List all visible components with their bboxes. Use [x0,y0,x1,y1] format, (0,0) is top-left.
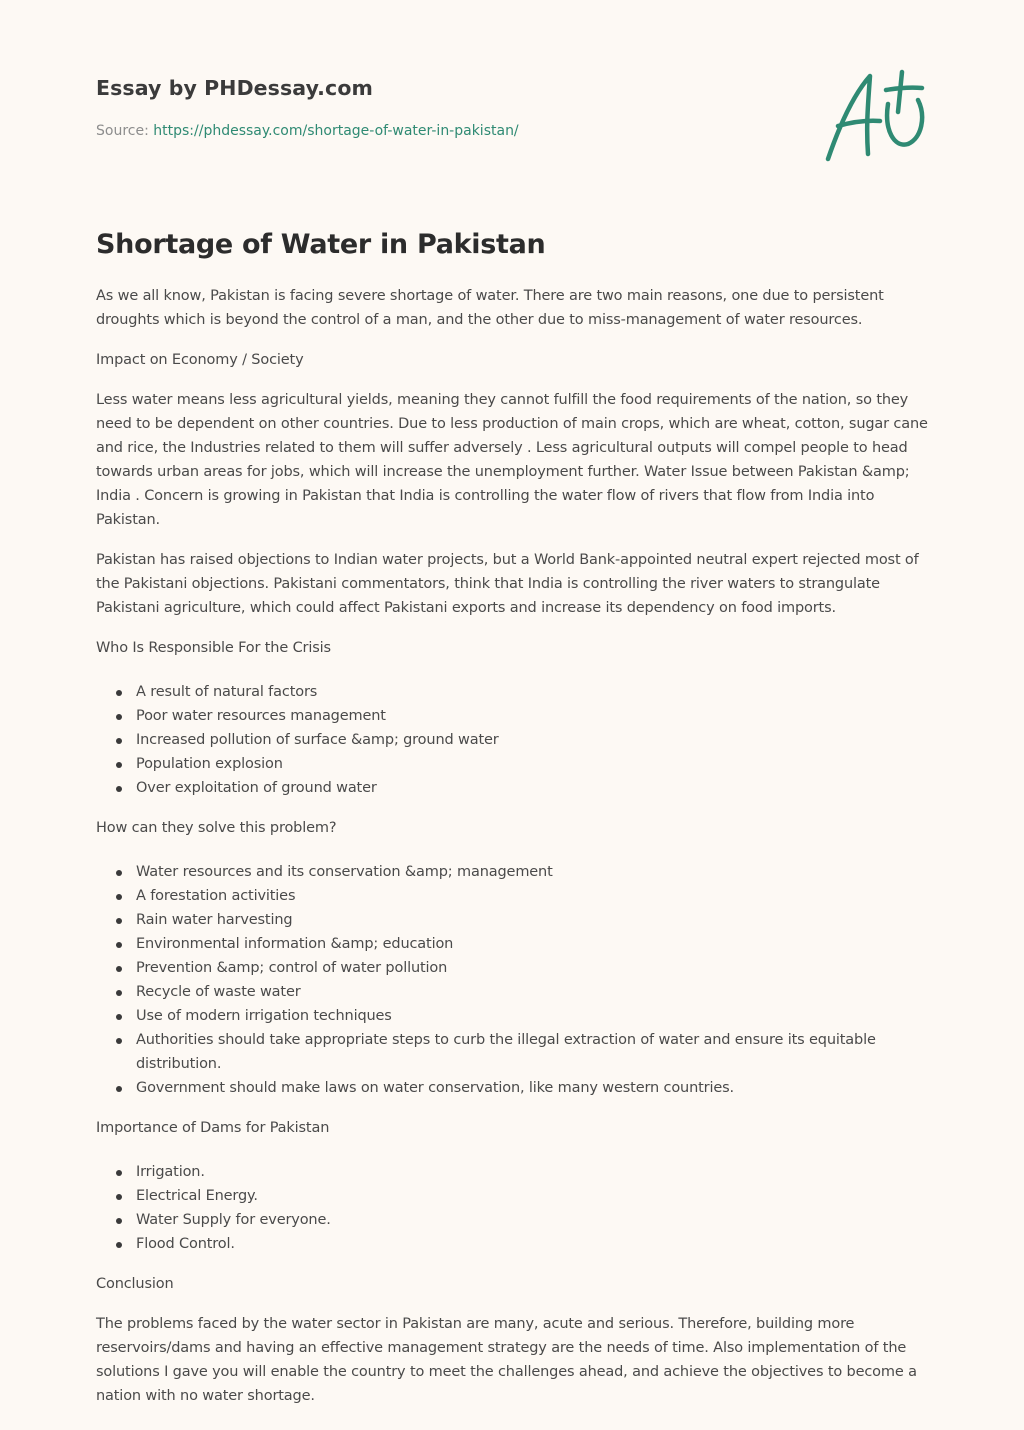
dams-heading: Importance of Dams for Pakistan [96,1120,330,1136]
source-link[interactable]: https://phdessay.com/shortage-of-water-in-pakistan/ [153,123,519,139]
list-item: Prevention &amp; control of water pollution [96,956,928,980]
a-plus-logo-icon [818,64,930,168]
solve-heading: How can they solve this problem? [96,820,337,836]
list-item: A result of natural factors [96,680,928,704]
list-item: Recycle of waste water [96,980,928,1004]
list-item: Use of modern irrigation techniques [96,1004,928,1028]
impact-paragraph-2: Pakistan has raised objections to Indian water projects, but a World Bank-appointed neutral expert rejected most of the Pakistani objections. Pakistani commentators, think that India is controlling the river waters to strangulate Pakistani agriculture, which could affect Pakistani exports and increase its dependency on food imports. [96,552,919,616]
essay-body [96,226,928,1424]
source-line [96,123,796,139]
conclusion-heading: Conclusion [96,1276,174,1292]
solve-list [96,856,928,1100]
list-item: Environmental information &amp; education [96,932,928,956]
impact-heading: Impact on Economy / Society [96,352,304,368]
list-item: Authorities should take appropriate steps to curb the illegal extraction of water and ensure its equitable distribution. [96,1028,928,1076]
list-item: Poor water resources management [96,704,928,728]
conclusion-paragraph: The problems faced by the water sector in Pakistan are many, acute and serious. Therefore, building more reservoirs/dams and having an effective management strategy are the needs of time. Also implementation of the solutions I gave you will enable the country to meet the challenges ahead, and achieve the objectives to become a nation with no water shortage. [96,1316,917,1404]
list-item: Rain water harvesting [96,908,928,932]
list-item: Increased pollution of surface &amp; ground water [96,728,928,752]
brand-title: Essay by PHDessay.com [96,76,373,100]
source-label: Source: [96,123,149,139]
list-item: Water resources and its conservation &amp; management [96,860,928,884]
list-item: Over exploitation of ground water [96,776,928,800]
responsible-list [96,676,928,800]
list-item: Water Supply for everyone. [96,1208,928,1232]
list-item: Government should make laws on water conservation, like many western countries. [96,1076,928,1100]
list-item: Electrical Energy. [96,1184,928,1208]
page-title: Shortage of Water in Pakistan [96,229,546,260]
responsible-heading: Who Is Responsible For the Crisis [96,640,331,656]
list-item: Flood Control. [96,1232,928,1256]
impact-paragraph-1: Less water means less agricultural yields, meaning they cannot fulfill the food requirements of the nation, so they need to be dependent on other countries. Due to less production of main crops, which are wheat, cotton, sugar cane and rice, the Industries related to them will suffer adversely . Less agricultural outputs will compel people to head towards urban areas for jobs, which will increase the unemployment further. Water Issue between Pakistan &amp; India . Concern is growing in Pakistan that India is controlling the water flow of rivers that flow from India into Pakistan. [96,392,928,528]
intro-paragraph: As we all know, Pakistan is facing severe shortage of water. There are two main reasons, one due to persistent droughts which is beyond the control of a man, and the other due to miss-management of water resources. [96,288,884,328]
essay-header [96,76,796,139]
list-item: Irrigation. [96,1160,928,1184]
list-item: Population explosion [96,752,928,776]
list-item: A forestation activities [96,884,928,908]
dams-list [96,1156,928,1256]
